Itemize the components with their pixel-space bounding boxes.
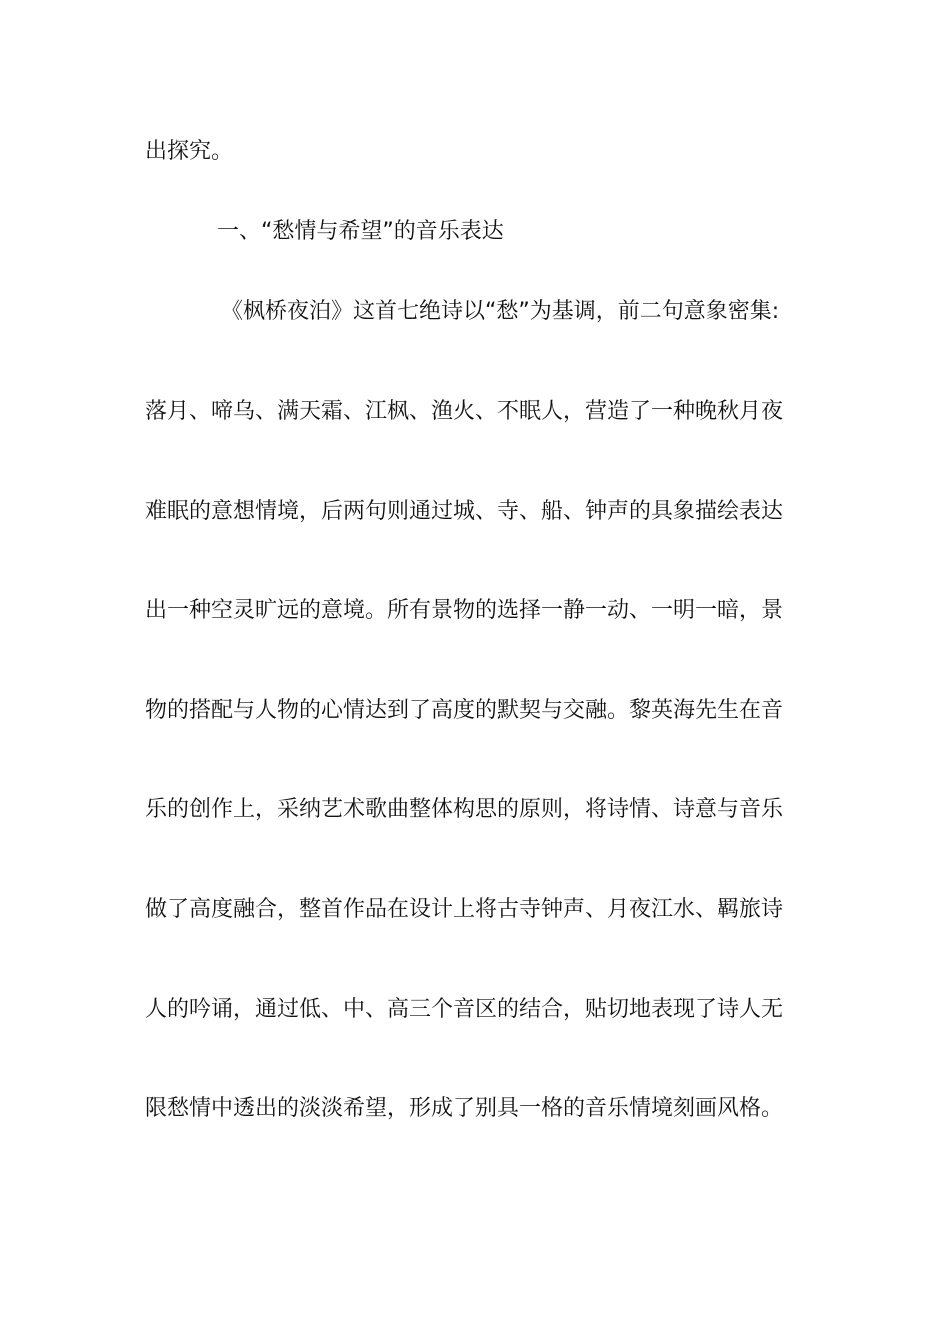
paragraph-line-7: 做了高度融合，整首作品在设计上将古寺钟声、月夜江水、羁旅诗 — [145, 897, 784, 922]
paragraph-line-1: 《枫桥夜泊》这首七绝诗以“愁”为基调，前二句意象密集: — [221, 299, 780, 324]
paragraph-line-6: 乐的创作上，采纳艺术歌曲整体构思的原则，将诗情、诗意与音乐 — [145, 797, 784, 822]
paragraph-line-5: 物的搭配与人物的心情达到了高度的默契与交融。黎英海先生在音 — [145, 698, 784, 723]
paragraph-line-9: 限愁情中透出的淡淡希望，形成了别具一格的音乐情境刻画风格。 — [145, 1096, 784, 1121]
paragraph-continuation-line: 出探究。 — [145, 139, 234, 164]
paragraph-line-4: 出一种空灵旷远的意境。所有景物的选择一静一动、一明一暗，景 — [145, 598, 784, 623]
paragraph-line-3: 难眠的意想情境，后两句则通过城、寺、船、钟声的具象描绘表达 — [145, 499, 784, 524]
section-heading: 一、“愁情与希望”的音乐表达 — [217, 219, 504, 244]
paragraph-line-2: 落月、啼乌、满天霜、江枫、渔火、不眠人，营造了一种晚秋月夜 — [145, 399, 784, 424]
paragraph-line-8: 人的吟诵，通过低、中、高三个音区的结合，贴切地表现了诗人无 — [145, 997, 784, 1022]
